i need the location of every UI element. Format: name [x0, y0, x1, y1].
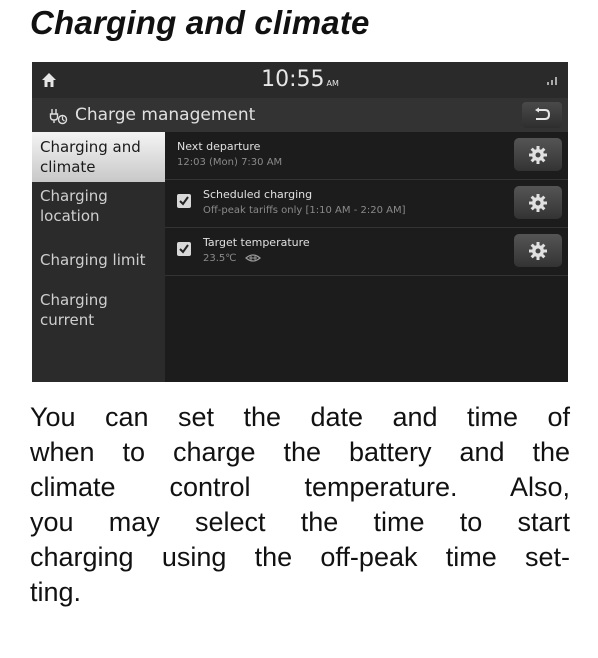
sidebar-item-label: Charging and [40, 138, 141, 156]
status-bar [32, 62, 568, 98]
sidebar-item-charging-and-climate[interactable] [32, 132, 165, 182]
row-subtitle: 12:03 (Mon) 7:30 AM [177, 157, 283, 168]
section-heading: Charging and climate [30, 4, 370, 41]
sidebar-item-label: Charging limit [40, 251, 146, 269]
target-temperature-checkbox[interactable] [177, 242, 191, 256]
sidebar-item-label: climate [40, 158, 96, 176]
sidebar-item-label: location [40, 207, 100, 225]
sidebar-item-label: Charging [40, 187, 108, 205]
body-line: ting. [30, 577, 82, 607]
body-line: charging using the off-peak time set- [30, 542, 570, 572]
temperature-value: 23.5℃ [203, 253, 237, 264]
list-item-scheduled-charging[interactable] [165, 180, 568, 228]
body-line: when to charge the battery and the [30, 437, 570, 467]
page-title: Charge management [75, 105, 256, 125]
sidebar-item-charging-limit[interactable] [32, 250, 165, 280]
row-subtitle: Off-peak tariffs only [1:10 AM - 2:20 AM] [203, 205, 406, 216]
clock-ampm: AM [326, 79, 339, 88]
target-temperature-settings-button[interactable] [514, 234, 562, 267]
next-departure-settings-button[interactable] [514, 138, 562, 171]
climate-icon [244, 253, 262, 263]
body-paragraph [30, 400, 570, 610]
title-bar [32, 98, 568, 132]
gear-icon [528, 193, 548, 213]
list-item-next-departure[interactable] [165, 132, 568, 180]
row-title: Scheduled charging [203, 188, 313, 201]
body-line: you may select the time to start [30, 507, 570, 537]
sidebar-item-label: current [40, 311, 95, 329]
gear-icon [528, 241, 548, 261]
settings-list [165, 132, 568, 382]
signal-icon [546, 76, 558, 86]
gear-icon [528, 145, 548, 165]
back-arrow-icon [533, 107, 551, 123]
scheduled-charging-settings-button[interactable] [514, 186, 562, 219]
sidebar-item-label: Charging [40, 291, 108, 309]
body-line: climate control temperature. Also, [30, 472, 570, 502]
checkmark-icon [178, 243, 190, 255]
list-item-target-temperature[interactable] [165, 228, 568, 276]
clock-time: 10:55 [261, 67, 325, 92]
sidebar-item-charging-location[interactable] [32, 186, 165, 236]
body-line: You can set the date and time of [30, 402, 570, 432]
sidebar [32, 132, 165, 382]
row-title: Target temperature [203, 236, 310, 249]
sidebar-item-charging-current[interactable] [32, 290, 165, 340]
charge-management-icon [48, 106, 68, 126]
scheduled-charging-checkbox[interactable] [177, 194, 191, 208]
checkmark-icon [178, 195, 190, 207]
clock [32, 67, 568, 92]
infotainment-screen [32, 62, 568, 382]
back-button[interactable] [522, 102, 562, 128]
row-title: Next departure [177, 140, 261, 153]
row-subtitle [203, 253, 262, 264]
